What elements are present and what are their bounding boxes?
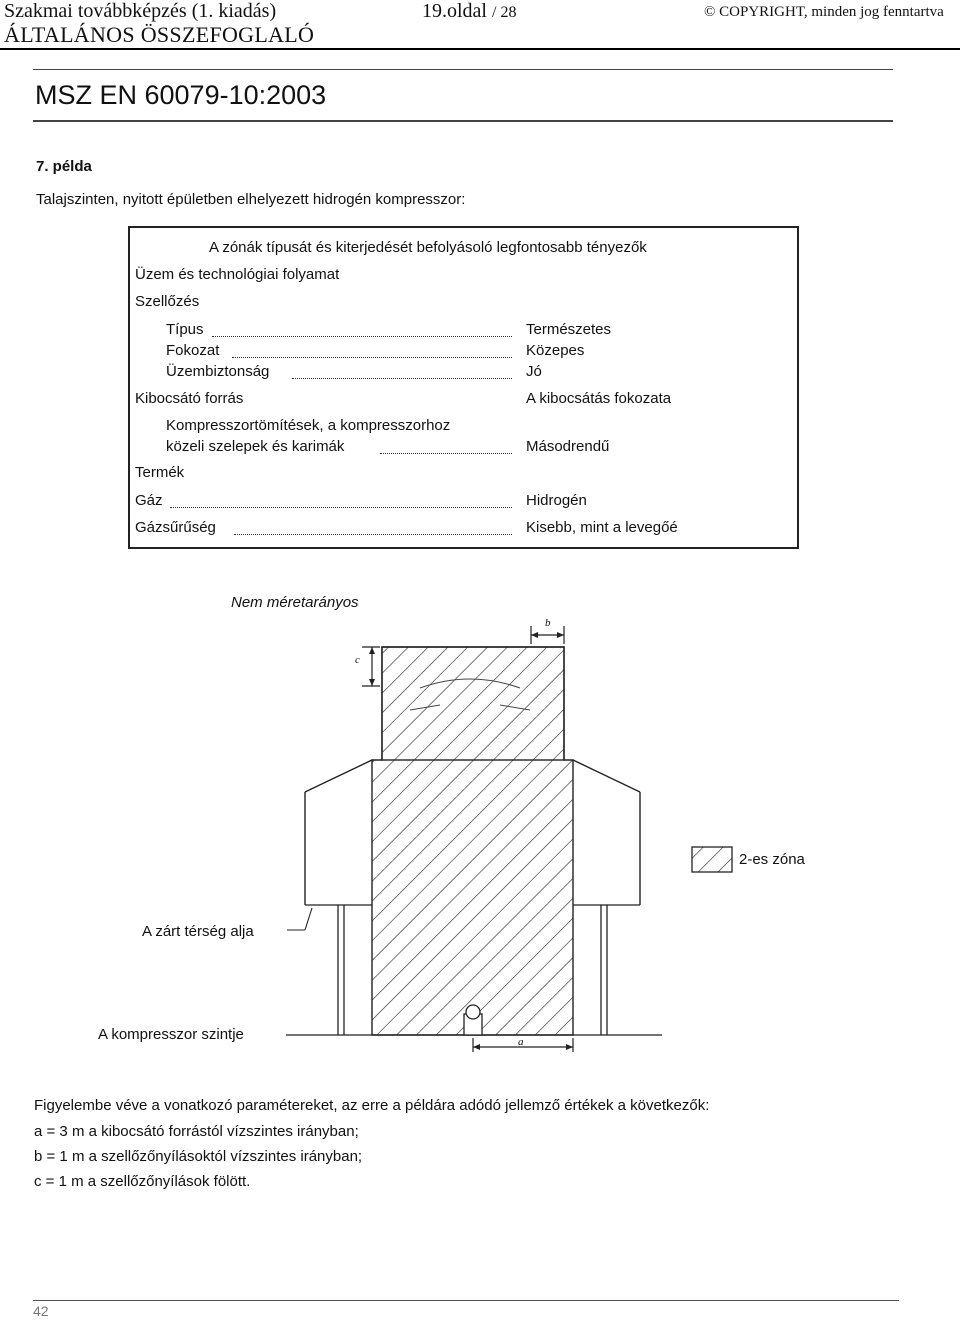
ventilation-degree-value: Közepes — [526, 342, 585, 359]
product-label: Termék — [135, 464, 185, 481]
section-title: ÁLTALÁNOS ÖSSZEFOGLALÓ — [4, 22, 315, 47]
title-rule-bottom — [33, 120, 893, 122]
zone-diagram — [0, 560, 960, 1080]
scale-note: Nem méretarányos — [231, 594, 359, 611]
enclosure-base-label: A zárt térség alja — [142, 923, 254, 940]
copyright-notice: © COPYRIGHT, minden jog fenntartva — [704, 4, 944, 20]
compressor-level-label: A kompresszor szintje — [98, 1026, 244, 1043]
legend-swatch-zone-2 — [692, 847, 732, 872]
title-rule-top — [33, 69, 893, 70]
dot-leader — [380, 453, 512, 454]
dot-leader — [234, 534, 512, 535]
ventilation-type-value: Természetes — [526, 321, 612, 338]
scanned-page-number: 42 — [33, 1303, 49, 1319]
page-indicator — [422, 0, 516, 23]
page-total: / 28 — [492, 4, 517, 21]
zone-2-area — [372, 647, 573, 1035]
dot-leader — [292, 378, 512, 379]
gas-density-label: Gázsűrűség — [135, 519, 216, 536]
release-grade-label: A kibocsátás fokozata — [526, 390, 672, 407]
example-description: Talajszinten, nyitott épületben elhelyezett hidrogén kompresszor: — [36, 191, 466, 208]
value-line-c: c = 1 m a szellőzőnyílások fölött. — [34, 1173, 251, 1190]
standard-title: MSZ EN 60079-10:2003 — [35, 80, 327, 110]
dimension-a — [473, 1036, 573, 1052]
ventilation-type-label: Típus — [166, 321, 204, 338]
dimension-b — [531, 617, 564, 644]
ventilation-degree-label: Fokozat — [166, 342, 220, 359]
gas-value: Hidrogén — [526, 492, 587, 509]
example-label: 7. példa — [36, 158, 92, 175]
header-rule — [0, 48, 960, 50]
legend-label-zone-2: 2-es zóna — [739, 851, 805, 868]
release-source-line1: Kompresszortömítések, a kompresszorhoz — [166, 417, 451, 434]
page-number: 19.oldal — [422, 0, 487, 22]
dot-leader — [170, 507, 512, 508]
value-line-a: a = 3 m a kibocsátó forrástól vízszintes irányban; — [34, 1123, 359, 1140]
dim-b-label: b — [545, 617, 551, 629]
dot-leader — [232, 357, 512, 358]
footer-rule — [33, 1300, 899, 1301]
plant-process-label: Üzem és technológiai folyamat — [135, 266, 340, 283]
dot-leader — [212, 336, 512, 337]
release-source-label: Kibocsátó forrás — [135, 390, 244, 407]
dimension-c — [355, 647, 380, 686]
release-source-line2: közeli szelepek és karimák — [166, 438, 345, 455]
dim-a-label: a — [518, 1036, 524, 1048]
course-title: Szakmai továbbképzés (1. kiadás) — [4, 0, 277, 22]
gas-density-value: Kisebb, mint a levegőé — [526, 519, 678, 536]
value-line-b: b = 1 m a szellőzőnyílásoktól vízszintes irányban; — [34, 1148, 363, 1165]
ventilation-label: Szellőzés — [135, 293, 200, 310]
availability-value: Jó — [526, 363, 542, 380]
release-grade-value: Másodrendű — [526, 438, 610, 455]
gas-label: Gáz — [135, 492, 163, 509]
dim-c-label: c — [355, 654, 360, 666]
legend — [692, 847, 806, 872]
factors-heading: A zónák típusát és kiterjedését befolyásoló legfontosabb tényezők — [209, 239, 647, 256]
compressor-symbol — [464, 1005, 482, 1035]
availability-label: Üzembiztonság — [166, 363, 270, 380]
values-intro: Figyelembe véve a vonatkozó paramétereket, az erre a példára adódó jellemző értékek a következők: — [34, 1097, 710, 1114]
